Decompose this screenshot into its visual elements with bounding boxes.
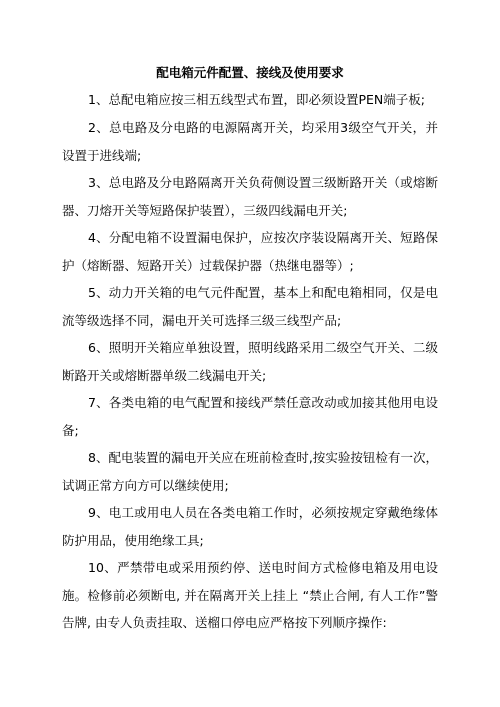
requirement-item-5: 5、动力开关箱的电气元件配置，基本上和配电箱相同，仅是电流等级选择不同，漏电开关可选择三级三线型产品; bbox=[62, 285, 438, 328]
requirement-item-2: 2、总电路及分电路的电源隔离开关，均采用3级空气开关，并设置于进线端; bbox=[62, 120, 438, 163]
requirement-item-10: 10、严禁带电或采用预约停、送电时间方式检修电箱及用电设施。检修前必须断电, 并在隔离开关上挂上 “禁止合闸, 有人工作”警告牌, 由专人负责挂取、送榴口停电应严格按下列顺序操作: bbox=[62, 560, 438, 630]
requirement-item-1: 1、总配电箱应按三相五线型式布置，即必须设置PEN端子板; bbox=[88, 92, 425, 107]
requirement-item-3: 3、总电路及分电路隔离开关负荷侧设置三级断路开关（或熔断器、刀熔开关等短路保护装置），三级四线漏电开关; bbox=[62, 175, 438, 218]
requirement-item-9: 9、电工或用电人员在各类电箱工作时，必须按规定穿戴绝缘体防护用品，使用绝缘工具; bbox=[62, 505, 438, 548]
requirement-item-6: 6、照明开关箱应单独设置，照明线路采用二级空气开关、二级断路开关或熔断器单级二线漏电开关; bbox=[62, 340, 438, 383]
requirement-item-7: 7、各类电箱的电气配置和接线严禁任意改动或加接其他用电设备; bbox=[62, 395, 438, 438]
document-title: 配电箱元件配置、接线及使用要求 bbox=[156, 65, 344, 80]
requirement-item-4: 4、分配电箱不设置漏电保护，应按次序装设隔离开关、短路保护（熔断器、短路开关）过载保护器（热继电器等）; bbox=[62, 230, 438, 273]
requirement-item-8: 8、配电装置的漏电开关应在班前检查时,按实验按钮检有一次，试调正常方向方可以继续使用; bbox=[62, 450, 438, 493]
